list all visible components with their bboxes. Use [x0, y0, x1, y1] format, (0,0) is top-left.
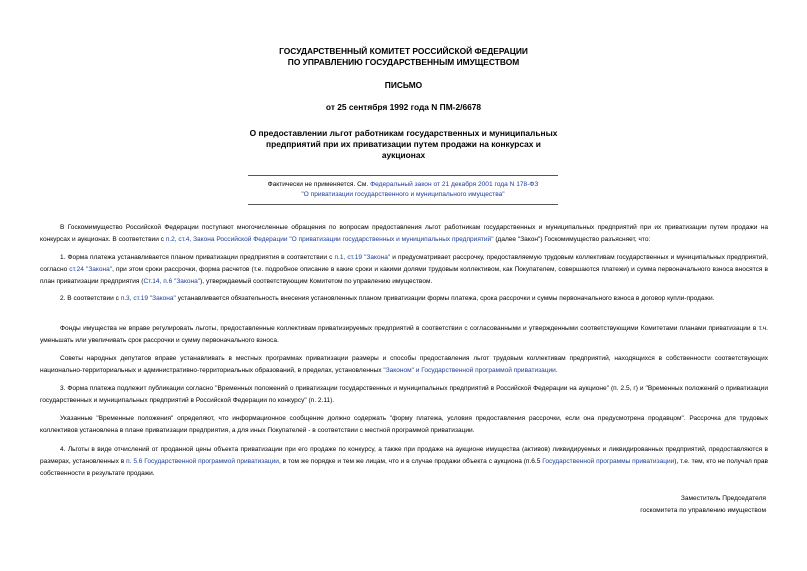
paragraph-4-benefits — [40, 444, 768, 480]
law-article-link[interactable]: п.3, ст.19 "Закона" — [120, 295, 176, 302]
paragraph-temporary-regulations: Указанные "Временные положения" определяют, что информационное сообщение должно содержать "форму платежа, условия предоставления рассрочки, если она предусмотрена продавцом". Рассрочка для трудовых коллективов установлена в плане приватизации предприятия, а для иных Покупателей - в соответствии с местной программой приватизации. — [40, 415, 768, 434]
paragraph-text: (далее "Закон") Госкомимущество разъясняет, что: — [493, 236, 651, 243]
paragraph-text: , при этом сроки рассрочки, форма расчетов (т.е. подробное описание в какие сроки и какими долями трудовым коллективом, как Покупателем, совершаются платежи) и сумма первоначального взноса вносятся в план приватизации предприятия ( — [40, 266, 769, 285]
paragraph-intro — [40, 222, 768, 246]
privatization-program-link[interactable]: Государственной программы приватизации — [542, 458, 675, 465]
paragraph-text: 1. Форма платежа устанавливается планом приватизации предприятия в соответствии с — [60, 254, 335, 261]
paragraph-text: В Госкомимущество Российской Федерации поступают многочисленные обращения по вопросам предоставления льгот работникам государственных и муниципальных предприятий при их приватизации путем продажи на конкурсах и аукционах. В соответствии с — [40, 224, 768, 243]
document-title-line-2: предприятий при их приватизации путем продажи на конкурсах и — [266, 139, 541, 149]
law-article-link[interactable]: п.1, ст.19 "Закона" — [334, 254, 391, 261]
paragraph-text: Советы народных депутатов вправе устанавливать в местных программах приватизации размеры и способы предоставления льгот трудовым коллективам предприятий, находящихся в собственности соответствующих национально-территориальных и административно-территориальных образований, в пределах, установленных — [40, 355, 768, 374]
paragraph-text: 2. В соответствии с — [60, 295, 121, 302]
signature-position: Заместитель Председателя — [680, 495, 766, 502]
paragraph-text: , в том же порядке и тем же лицам, что и в случае продажи объекта с аукциона (п.6.5 — [278, 458, 543, 465]
signature-organization: госкомитета по управлению имуществом — [640, 507, 766, 514]
paragraph-2-contract — [40, 293, 768, 305]
federal-law-link[interactable]: Федеральный закон от 21 декабря 2001 года N 178-ФЗ — [370, 181, 539, 188]
paragraph-text: . — [555, 367, 558, 374]
law-article-link[interactable]: п.2, ст.4, Закона Российской Федерации "О приватизации государственных и муниципальных предприятий" — [165, 236, 494, 243]
paragraph-councils — [40, 353, 768, 377]
status-note-bottom-rule — [248, 204, 558, 205]
paragraph-property-funds: Фонды имущества не вправе регулировать льготы, предоставленные коллективам приватизируемых предприятий в соответствии с согласованными и утвержденными соответствующими Комитетами планами приватизации в т.ч. уменьшать или увеличивать срок рассрочки и сумму первоначального взноса. — [40, 325, 768, 344]
privatization-law-title-link[interactable]: "О приватизации государственного и муниципального имущества" — [301, 191, 505, 198]
status-note-text: Фактически не применяется. См. — [267, 181, 371, 188]
paragraph-text: 4. Льготы в виде отчислений от проданной цены объекта приватизации при его продаже по конкурсу, а также при продаже на аукционе имущества (активов) ликвидируемых и ликвидированных предприятий, предоставляются в размерах, установленных в — [40, 446, 768, 465]
paragraph-text: устанавливается обязательность внесения установленных планом приватизации формы платежа, срока рассрочки и суммы первоначального взноса в договор купли-продажи. — [175, 295, 715, 302]
org-name-line-1: ГОСУДАРСТВЕННЫЙ КОМИТЕТ РОССИЙСКОЙ ФЕДЕРАЦИИ — [279, 46, 528, 56]
document-date-number: от 25 сентября 1992 года N ПМ-2/6678 — [325, 102, 482, 112]
law-article-link[interactable]: Ст.14, п.6 "Закона" — [143, 278, 201, 285]
document-type: ПИСЬМО — [384, 80, 423, 90]
paragraph-3-publication: 3. Форма платежа подлежит публикации согласно "Временных положений о приватизации государственных и муниципальных предприятий в Российской Федерации на аукционе" (п. 2.5, г) и "Временных положений о приватизации государственных и муниципальных предприятий в Российской Федерации по конкурсу" (п. 2.11). — [40, 385, 768, 404]
paragraph-1-payment-form — [40, 252, 768, 288]
paragraph-text: ), т.е. тем, кто не получал прав собственности в результате продажи. — [40, 458, 768, 477]
status-note — [248, 180, 558, 200]
document-title-line-3: аукционах — [381, 150, 426, 160]
status-note-top-rule — [248, 175, 558, 176]
privatization-program-link[interactable]: "Законом" и Государственной программой приватизации — [383, 367, 556, 374]
signature-block — [640, 493, 766, 517]
privatization-program-link[interactable]: п. 5.6 Государственной программой приватизации — [126, 458, 279, 465]
document-title-line-1: О предоставлении льгот работникам государственных и муниципальных — [249, 128, 558, 138]
paragraph-text: ), утверждаемый соответствующим Комитетом по управлению имуществом. — [200, 278, 433, 285]
law-article-link[interactable]: ст.24 "Закона" — [69, 266, 113, 273]
paragraph-text: и предусматривает рассрочку, предоставляемую трудовым коллективам государственных и муниципальных предприятий, согласно — [40, 254, 768, 273]
org-name-line-2: ПО УПРАВЛЕНИЮ ГОСУДАРСТВЕННЫМ ИМУЩЕСТВОМ — [287, 57, 520, 67]
